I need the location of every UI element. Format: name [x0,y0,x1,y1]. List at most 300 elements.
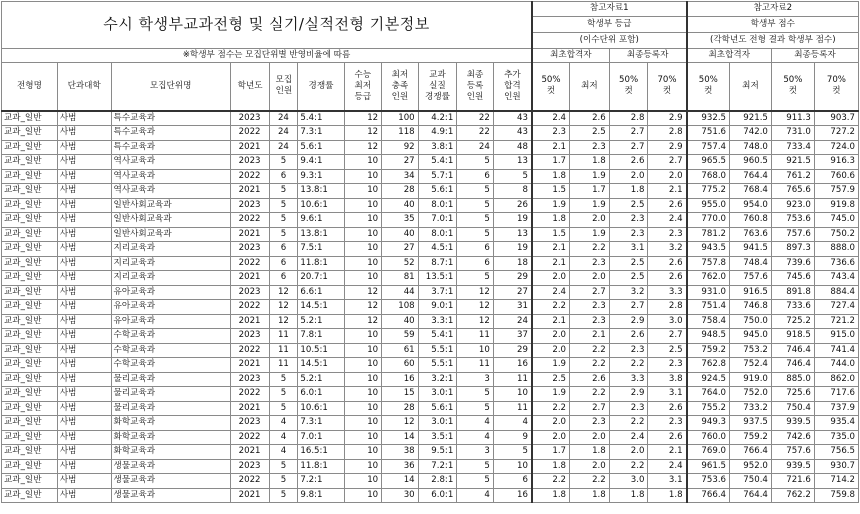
col-header-r1-f70: 70% 컷 [648,63,687,111]
table-cell: 2.3 [609,227,648,242]
table-cell: 2022 [230,256,270,271]
table-cell: 762.0 [687,271,730,286]
col-header-extra: 추가 합격 인원 [493,63,532,111]
table-cell: 5 [270,459,298,474]
col-header-r1-min: 최저 [570,63,610,111]
table-row [2,300,859,315]
table-cell: 756.5 [814,445,858,460]
table-cell: 59 [382,329,419,344]
ref2-group2: 최종등록자 [771,48,858,63]
table-cell: 724.0 [814,140,858,155]
table-cell: 10 [344,213,382,228]
table-cell: 1.8 [570,155,610,170]
table-cell: 2.3 [570,140,610,155]
table-cell: 10 [493,387,532,402]
table-cell: 48 [493,140,532,155]
table-cell: 727.4 [814,300,858,315]
ref1-subtitle-line1: 학생부 등급 [587,18,632,29]
table-cell: 2.3 [648,416,687,431]
table-cell: 사범 [57,242,111,257]
table-cell: 5 [270,401,298,416]
table-cell: 19 [493,242,532,257]
table-cell: 5 [493,445,532,460]
table-cell: 7.8:1 [298,329,344,344]
table-cell: 교과_일반 [2,227,58,242]
table-cell: 교과_일반 [2,358,58,373]
table-cell: 965.5 [687,155,730,170]
col-header-ratio: 경쟁률 [298,63,344,111]
table-row [2,401,859,416]
table-cell: 7.3:1 [298,416,344,431]
table-cell: 교과_일반 [2,184,58,199]
table-cell: 2.2 [609,459,648,474]
table-cell: 2021 [230,227,270,242]
table-cell: 12 [344,126,382,141]
table-cell: 2.0 [570,271,610,286]
table-cell: 5 [270,184,298,199]
table-cell: 11.8:1 [298,256,344,271]
table-cell: 2.9 [609,387,648,402]
table-cell: 27 [382,242,419,257]
table-cell: 762.2 [771,488,814,503]
table-cell: 5.4:1 [418,329,457,344]
admissions-table [1,1,859,503]
table-row [2,271,859,286]
table-cell: 10 [344,430,382,445]
table-cell: 4 [270,430,298,445]
table-cell: 118 [382,126,419,141]
table-cell: 10 [344,372,382,387]
table-cell: 930.7 [814,459,858,474]
table-cell: 2021 [230,184,270,199]
table-row [2,459,859,474]
table-cell: 6 [270,271,298,286]
table-cell: 744.0 [814,358,858,373]
table-cell: 5 [457,213,494,228]
table-cell: 760.8 [730,213,772,228]
table-cell: 사범 [57,329,111,344]
table-cell: 3.1 [609,242,648,257]
table-cell: 92 [382,140,419,155]
table-cell: 7.2:1 [298,474,344,489]
table-cell: 5 [270,213,298,228]
table-row [2,256,859,271]
table-cell: 교과_일반 [2,198,58,213]
table-cell: 38 [382,445,419,460]
table-cell: 5 [457,387,494,402]
table-cell: 수학교육과 [111,343,230,358]
table-cell: 10 [344,155,382,170]
table-cell: 939.5 [771,416,814,431]
table-row [2,372,859,387]
table-cell: 12 [344,314,382,329]
table-cell: 교과_일반 [2,372,58,387]
table-cell: 사범 [57,401,111,416]
table-cell: 4 [457,416,494,431]
table-cell: 2.3 [532,126,570,141]
table-cell: 2.8 [648,126,687,141]
table-cell: 12 [270,314,298,329]
table-row [2,285,859,300]
table-cell: 29 [493,271,532,286]
table-cell: 생물교육과 [111,459,230,474]
table-cell: 759.2 [730,430,772,445]
table-cell: 746.8 [730,300,772,315]
table-cell: 사범 [57,140,111,155]
table-row [2,416,859,431]
table-cell: 사범 [57,285,111,300]
table-cell: 764.0 [687,387,730,402]
ref1-group2: 최종등록자 [609,48,686,63]
table-cell: 12 [457,314,494,329]
table-cell: 교과_일반 [2,256,58,271]
table-cell: 10 [344,401,382,416]
table-cell: 22 [457,111,494,126]
table-cell: 특수교육과 [111,126,230,141]
table-cell: 일반사회교육과 [111,198,230,213]
table-cell: 5 [457,401,494,416]
table-cell: 사범 [57,111,111,126]
table-row [2,488,859,503]
table-cell: 3 [457,372,494,387]
table-cell: 6 [457,169,494,184]
table-cell: 3.1 [648,474,687,489]
table-cell: 2023 [230,372,270,387]
col-header-r2-f70: 70% 컷 [814,63,858,111]
table-cell: 11.8:1 [298,459,344,474]
table-cell: 2.6 [609,329,648,344]
table-cell: 2.4 [532,111,570,126]
table-cell: 12 [270,300,298,315]
table-cell: 교과_일반 [2,169,58,184]
table-cell: 물리교육과 [111,372,230,387]
table-cell: 2.6 [648,198,687,213]
table-cell: 932.5 [687,111,730,126]
table-cell: 768.4 [730,184,772,199]
table-cell: 유아교육과 [111,285,230,300]
table-cell: 2.2 [532,300,570,315]
table-cell: 766.4 [730,445,772,460]
table-cell: 52 [382,256,419,271]
table-cell: 2.8:1 [418,474,457,489]
table-cell: 4.2:1 [418,111,457,126]
table-cell: 사범 [57,445,111,460]
table-cell: 10.5:1 [298,343,344,358]
table-cell: 12 [344,111,382,126]
table-cell: 5.2:1 [298,314,344,329]
table-cell: 5.5:1 [418,358,457,373]
table-cell: 4 [270,416,298,431]
table-cell: 사범 [57,372,111,387]
table-cell: 769.0 [687,445,730,460]
table-cell: 948.5 [687,329,730,344]
table-cell: 11 [270,343,298,358]
table-cell: 10 [344,416,382,431]
table-cell: 108 [382,300,419,315]
table-cell: 742.0 [730,126,772,141]
table-row [2,126,859,141]
table-cell: 739.6 [771,256,814,271]
table-cell: 939.5 [771,459,814,474]
table-cell: 736.6 [814,256,858,271]
table-cell: 1.8 [609,184,648,199]
table-cell: 11 [270,358,298,373]
table-cell: 2.6 [609,155,648,170]
table-cell: 사범 [57,343,111,358]
table-cell: 746.4 [771,358,814,373]
table-row [2,242,859,257]
table-cell: 사범 [57,198,111,213]
table-row [2,140,859,155]
table-cell: 760.6 [814,169,858,184]
table-cell: 1.5 [532,184,570,199]
table-cell: 2.4 [648,213,687,228]
table-cell: 10 [344,271,382,286]
table-cell: 935.4 [814,416,858,431]
table-cell: 10 [344,256,382,271]
table-cell: 6 [457,256,494,271]
table-cell: 11 [270,329,298,344]
table-cell: 751.4 [687,300,730,315]
table-cell: 43 [493,126,532,141]
table-cell: 16 [382,372,419,387]
table-cell: 5 [457,184,494,199]
table-cell: 9.3:1 [298,169,344,184]
table-cell: 9.8:1 [298,488,344,503]
table-cell: 2.5 [532,372,570,387]
table-cell: 2.0 [609,445,648,460]
table-cell: 생물교육과 [111,474,230,489]
table-cell: 사범 [57,314,111,329]
table-cell: 2023 [230,416,270,431]
table-cell: 727.2 [814,126,858,141]
table-cell: 교과_일반 [2,416,58,431]
table-cell: 28 [382,184,419,199]
table-cell: 12 [382,416,419,431]
table-cell: 5 [457,198,494,213]
table-cell: 2021 [230,401,270,416]
table-cell: 5.6:1 [418,401,457,416]
table-cell: 교과_일반 [2,140,58,155]
table-cell: 6 [457,242,494,257]
table-cell: 758.4 [687,314,730,329]
table-cell: 2.7 [570,401,610,416]
table-cell: 3.8:1 [418,140,457,155]
table-cell: 2.1 [532,242,570,257]
table-cell: 7.3:1 [298,126,344,141]
table-cell: 3.0 [648,314,687,329]
page-title: 수시 학생부교과전형 및 실기/실적전형 기본정보 [2,2,532,49]
table-cell: 6 [270,169,298,184]
table-cell: 757.8 [687,256,730,271]
table-cell: 757.4 [687,140,730,155]
table-cell: 6 [270,242,298,257]
table-cell: 8.7:1 [418,256,457,271]
table-cell: 2.0 [648,169,687,184]
table-cell: 교과_일반 [2,155,58,170]
table-cell: 5 [270,474,298,489]
table-cell: 26 [493,198,532,213]
table-cell: 741.4 [814,343,858,358]
table-cell: 5.4:1 [418,155,457,170]
ref1-subtitle2: (이수단위 포함) [532,32,687,48]
table-cell: 5 [457,155,494,170]
ref2-subtitle2: (각학년도 전형 결과 학생부 점수) [687,32,859,48]
table-cell: 사범 [57,430,111,445]
table-cell: 사범 [57,213,111,228]
ref2-group1: 최초합격자 [687,48,772,63]
table-cell: 2022 [230,169,270,184]
table-cell: 10 [344,198,382,213]
table-cell: 교과_일반 [2,459,58,474]
table-cell: 762.8 [687,358,730,373]
table-cell: 10 [344,459,382,474]
table-cell: 3.2 [648,242,687,257]
table-cell: 유아교육과 [111,314,230,329]
table-cell: 43 [493,111,532,126]
table-cell: 사범 [57,169,111,184]
table-cell: 24 [270,126,298,141]
table-cell: 2022 [230,387,270,402]
table-row [2,198,859,213]
table-cell: 12 [344,285,382,300]
table-cell: 2.7 [609,126,648,141]
table-cell: 사범 [57,300,111,315]
table-cell: 10.6:1 [298,198,344,213]
table-cell: 753.2 [730,343,772,358]
table-cell: 960.5 [730,155,772,170]
table-cell: 2.1 [570,329,610,344]
table-cell: 1.7 [532,445,570,460]
table-cell: 2021 [230,271,270,286]
table-cell: 14.5:1 [298,300,344,315]
table-cell: 교과_일반 [2,285,58,300]
table-cell: 교과_일반 [2,488,58,503]
table-cell: 교과_일반 [2,401,58,416]
table-cell: 특수교육과 [111,140,230,155]
table-cell: 757.6 [771,227,814,242]
table-cell: 22 [457,126,494,141]
table-body [2,111,859,503]
table-row [2,213,859,228]
table-cell: 14 [382,474,419,489]
table-cell: 9.5:1 [418,445,457,460]
table-cell: 2.0 [532,329,570,344]
table-cell: 9.0:1 [418,300,457,315]
table-cell: 1.8 [648,488,687,503]
table-cell: 2023 [230,285,270,300]
table-cell: 2.8 [648,300,687,315]
table-cell: 교과_일반 [2,111,58,126]
table-cell: 2.5 [609,198,648,213]
table-cell: 10 [457,343,494,358]
table-cell: 35 [382,213,419,228]
table-cell: 13.8:1 [298,227,344,242]
table-cell: 760.0 [687,430,730,445]
table-cell: 733.2 [730,401,772,416]
table-cell: 931.0 [687,285,730,300]
table-cell: 3.0:1 [418,416,457,431]
table-cell: 1.7 [532,155,570,170]
table-cell: 16 [493,358,532,373]
table-cell: 2.6 [648,430,687,445]
table-cell: 3.3:1 [418,314,457,329]
table-cell: 2.8 [609,111,648,126]
table-cell: 8.0:1 [418,198,457,213]
table-cell: 1.9 [532,358,570,373]
col-header-year: 학년도 [230,63,270,111]
table-cell: 11 [457,358,494,373]
table-cell: 81 [382,271,419,286]
table-cell: 2.2 [609,416,648,431]
table-cell: 750.0 [730,314,772,329]
table-cell: 2.3 [570,256,610,271]
table-cell: 18 [493,256,532,271]
table-cell: 14 [382,430,419,445]
col-header-type: 전형명 [2,63,58,111]
table-cell: 1.8 [532,169,570,184]
table-cell: 10.6:1 [298,401,344,416]
table-cell: 3.8 [648,372,687,387]
table-cell: 945.0 [730,329,772,344]
table-cell: 2.1 [648,445,687,460]
col-header-unit: 모집단위명 [111,63,230,111]
table-cell: 1.9 [532,198,570,213]
table-cell: 10 [344,358,382,373]
table-cell: 물리교육과 [111,401,230,416]
table-cell: 13.5:1 [418,271,457,286]
table-cell: 7.0:1 [298,430,344,445]
table-cell: 2.3 [648,358,687,373]
table-cell: 교과_일반 [2,314,58,329]
table-cell: 761.2 [771,169,814,184]
table-cell: 10 [344,387,382,402]
table-cell: 748.0 [730,140,772,155]
ref2-subtitle [687,16,859,32]
table-cell: 13.8:1 [298,184,344,199]
table-cell: 2.3 [570,300,610,315]
table-cell: 748.4 [730,256,772,271]
table-cell: 921.5 [771,155,814,170]
table-cell: 862.0 [814,372,858,387]
table-cell: 2.7 [609,140,648,155]
table-cell: 888.0 [814,242,858,257]
table-cell: 44 [382,285,419,300]
table-cell: 916.3 [814,155,858,170]
table-cell: 3.1 [648,387,687,402]
table-cell: 2.9 [609,314,648,329]
table-cell: 5.2:1 [298,372,344,387]
table-cell: 2.6 [570,372,610,387]
table-cell: 화학교육과 [111,430,230,445]
table-cell: 일반사회교육과 [111,227,230,242]
table-cell: 765.6 [771,184,814,199]
table-cell: 737.9 [814,401,858,416]
table-cell: 교과_일반 [2,474,58,489]
table-cell: 4 [493,416,532,431]
table-cell: 사범 [57,271,111,286]
table-cell: 2.7 [648,155,687,170]
table-cell: 10 [493,459,532,474]
table-cell: 952.0 [730,459,772,474]
table-cell: 교과_일반 [2,126,58,141]
table-cell: 751.6 [687,126,730,141]
table-cell: 사범 [57,184,111,199]
table-cell: 2.5 [648,343,687,358]
table-cell: 일반사회교육과 [111,213,230,228]
col-header-enrolled: 최종 등록 인원 [457,63,494,111]
col-header-r2-min: 최저 [730,63,772,111]
